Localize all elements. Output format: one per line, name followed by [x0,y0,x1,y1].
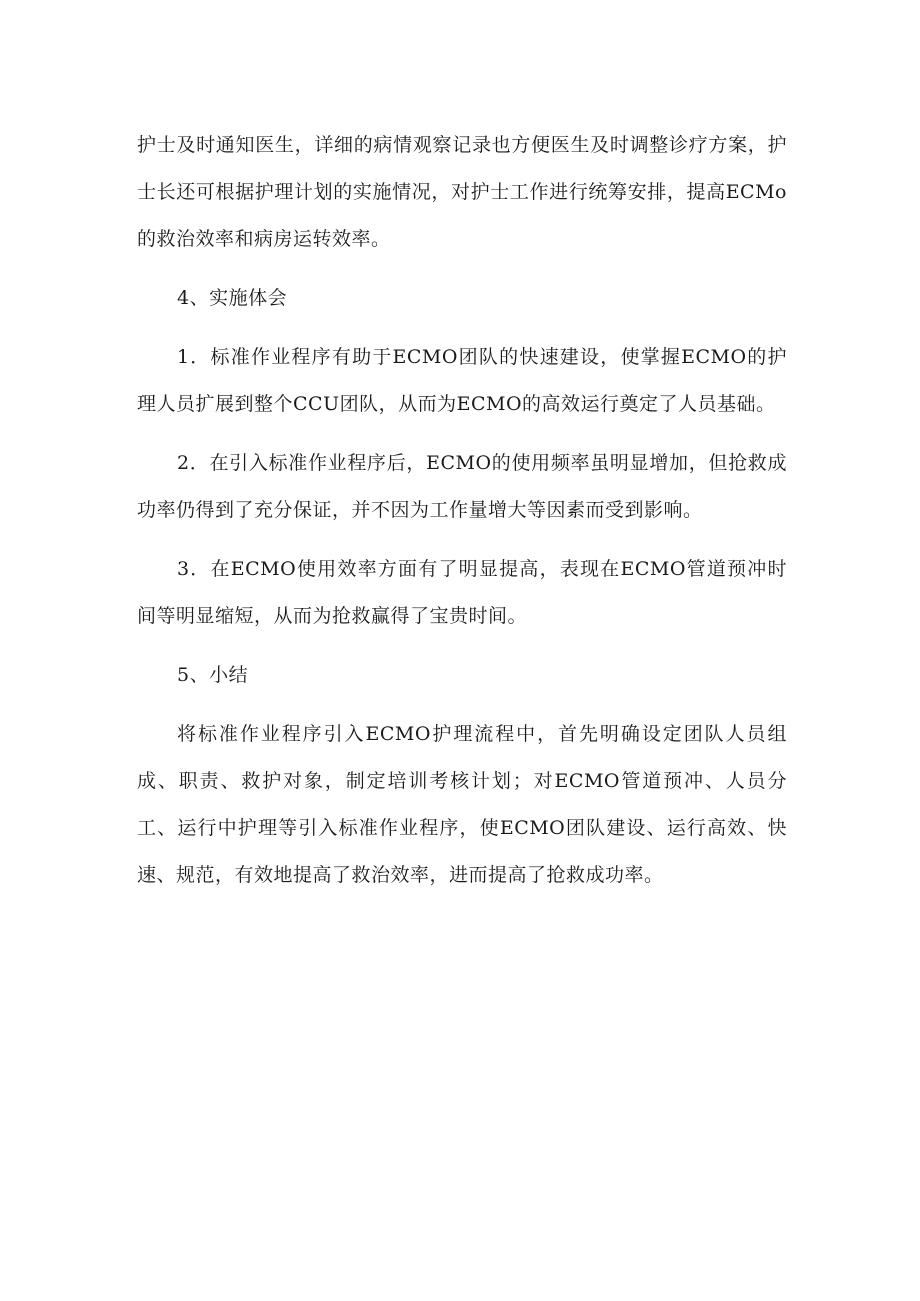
section-4-item-2: 2．在引入标准作业程序后，ECMO的使用频率虽明显增加，但抢救成功率仍得到了充分保证，并不因为工作量增大等因素而受到影响。 [137,452,787,521]
section-5-heading: 5、小结 [177,664,249,686]
document-body [137,122,787,911]
continuation-paragraph: 护士及时通知医生，详细的病情观察记录也方便医生及时调整诊疗方案，护士长还可根据护理计划的实施情况，对护士工作进行统筹安排，提高ECMo的救治效率和病房运转效率。 [137,134,787,250]
section-4-item-3: 3．在ECMO使用效率方面有了明显提高，表现在ECMO管道预冲时间等明显缩短，从而为抢救赢得了宝贵时间。 [137,558,787,627]
section-4-item-1: 1．标准作业程序有助于ECMO团队的快速建设，使掌握ECMO的护理人员扩展到整个CCU团队，从而为ECMO的高效运行奠定了人员基础。 [137,346,787,415]
section-4-heading: 4、实施体会 [177,287,288,309]
section-5-body: 将标准作业程序引入ECMO护理流程中，首先明确设定团队人员组成、职责、救护对象，制定培训考核计划；对ECMO管道预冲、人员分工、运行中护理等引入标准作业程序，使ECMO团队建设、运行高效、快速、规范，有效地提高了救治效率，进而提高了抢救成功率。 [137,723,787,886]
